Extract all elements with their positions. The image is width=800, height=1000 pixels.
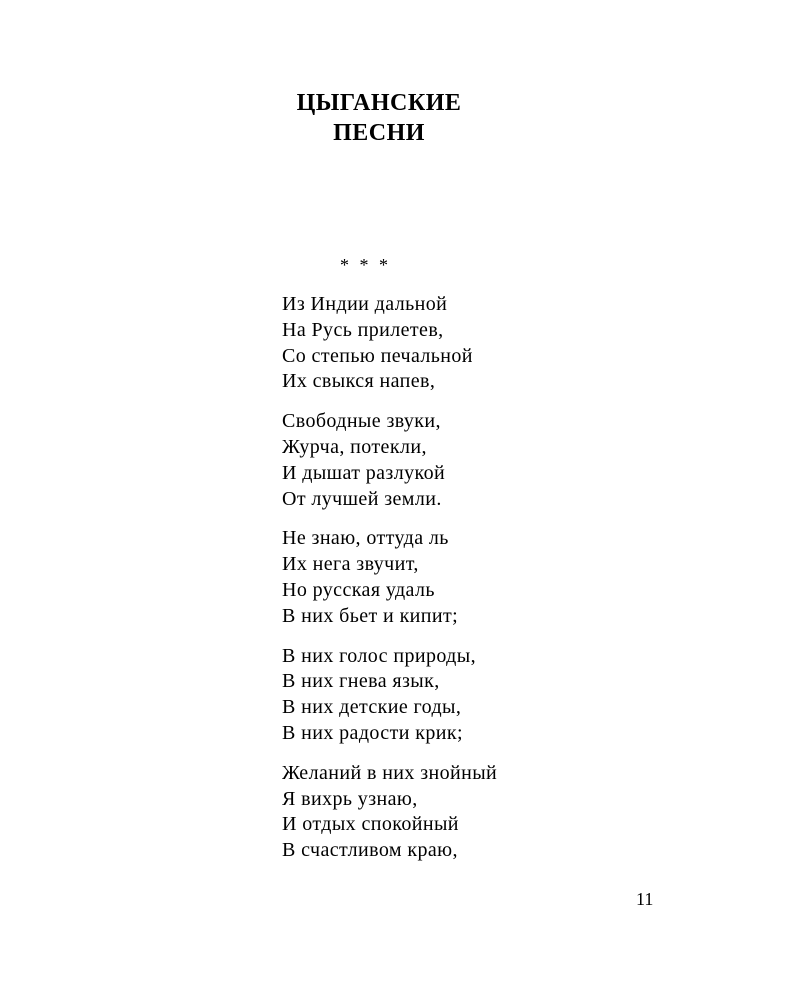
poem-line: Свободные звуки, bbox=[282, 410, 441, 433]
poem-line: В них голос природы, bbox=[282, 644, 476, 667]
stanza bbox=[282, 409, 497, 512]
poem-line: Желаний в них знойный bbox=[282, 761, 498, 784]
stanza bbox=[282, 526, 497, 629]
poem-line: В них гнева язык, bbox=[282, 670, 440, 693]
poem-line: Их свыкся напев, bbox=[282, 370, 436, 393]
poem-line: И отдых спокойный bbox=[282, 813, 459, 836]
stanza bbox=[282, 761, 497, 864]
poem-body bbox=[282, 292, 497, 878]
poem-line: Журча, потекли, bbox=[282, 435, 427, 458]
poem-line: Со степью печальной bbox=[282, 344, 473, 367]
poem-line: Но русская удаль bbox=[282, 578, 435, 601]
poem-line: В них детские годы, bbox=[282, 696, 462, 719]
poem-line: В них радости крик; bbox=[282, 721, 463, 744]
page-number: 11 bbox=[636, 889, 654, 909]
poem-line: От лучшей земли. bbox=[282, 487, 442, 510]
poem-line: Их нега звучит, bbox=[282, 553, 419, 576]
stanza bbox=[282, 644, 497, 747]
poem-line: В них бьет и кипит; bbox=[282, 604, 459, 627]
title-line-2: ПЕСНИ bbox=[333, 120, 425, 146]
poem-line: Не знаю, оттуда ль bbox=[282, 527, 449, 550]
poem-title bbox=[0, 88, 758, 148]
stanza bbox=[282, 292, 497, 395]
poem-line: Я вихрь узнаю, bbox=[282, 787, 418, 810]
poem-line: На Русь прилетев, bbox=[282, 318, 444, 341]
poem-line: В счастливом краю, bbox=[282, 839, 458, 862]
title-line-1: ЦЫГАНСКИЕ bbox=[296, 90, 462, 116]
section-separator: * * * bbox=[340, 255, 388, 275]
poem-line: И дышат разлукой bbox=[282, 461, 446, 484]
poem-line: Из Индии дальной bbox=[282, 293, 448, 315]
